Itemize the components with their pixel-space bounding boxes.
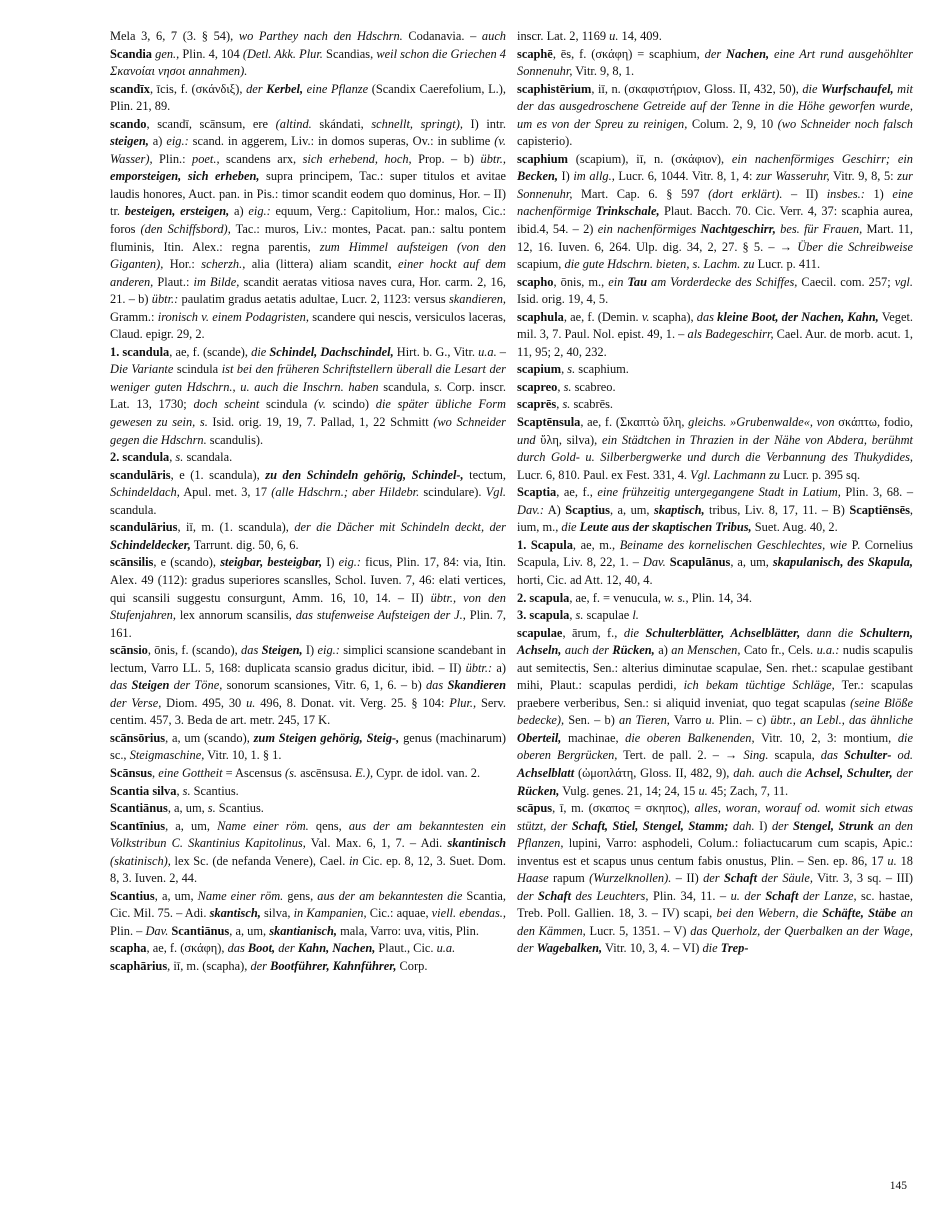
dictionary-entry: Scantīnius, a, um, Name einer röm. qens, aus der am bekanntesten ein Volkstribun C. Skantinius Kapitolinus, Val. Max. 6, 1, 7. – Adi. skantinisch (skatinisch), lex Sc. (de nefanda Venere), Cael. in Cic. ep. 8, 12, 3. Suet. Dom. 8, 3. Iuven. 2, 44.	[110, 818, 507, 886]
dictionary-entry: 1. scandula, ae, f. (scande), die Schindel, Dachschindel, Hirt. b. G., Vitr. u.a. – Die Variante scindula ist bei den früheren Schriftstellern überall die Lesart der weniger guten Hdschrn., u. auch die Inschrn. haben scandula, s. Corp. inscr. Lat. 13, 1730; doch scheint scindula (v. scindo) die später übliche Form gewesen zu sein, s. Isid. orig. 19, 19, 7. Pallad, 1, 22 Schmitt (wo Schneider gegen die Hdschrn. scandulis).	[110, 344, 506, 447]
dictionary-entry: scānsilis, e (scando), steigbar, besteigbar, I) eig.: ficus, Plin. 17, 84: via, Itin. Alex. 49 (112): gradus superiores scanslles, Schol. Iuven. 7, 46: elati vertices, qui scansili suggestu consurgunt, Amm. 16, 10, 14. – II) übtr., von den Stufenjahren, lex annorum scansilis, das stufenweise Aufsteigen der J., Plin. 7, 161.	[110, 555, 506, 640]
dictionary-entry: 2. scandula, s. scandala.	[110, 450, 233, 465]
dictionary-entry: scapho, ōnis, m., ein Tau am Vorderdecke des Schiffes, Caecil. com. 257; vgl. Isid. orig. 19, 4, 5.	[517, 274, 913, 307]
dictionary-entry: Scantiānus, a, um, s. Scantius.	[110, 801, 264, 816]
dictionary-entry: scapulae, ārum, f., die Schulterblätter, Achselblätter, dann die Schultern, Achseln, auch der Rücken, a) an Menschen, Cato fr., Cels. u.a.: nudis scapulis aut semitectis, Sen.: alterius diminutae scapulae, Sen. rhet.: scapulae gestibant mihi, Plaut.: scapulas perdidi, ich bekam tüchtige Schläge, Ter.: scapulas praebere verberibus, Sen.: si aliquid inveniat, quo tegat scapulas (seine Blöße bedecke), Sen. – b) an Tieren, Varro u. Plin. – c) übtr., an Lebl., das ähnliche Oberteil, machinae, die oberen Balkenenden, Vitr. 10, 2, 3: montium, die oberen Bergrücken, Tert. de pall. 2. – → Sing. scapula, das Schulter- od. Achselblatt (ὠμοπλάτη, Gloss. II, 482, 9), dah. auch die Achsel, Schulter, der Rücken, Vulg. genes. 21, 14; 24, 15 u. 45; Zach, 7, 11.	[517, 625, 914, 798]
dictionary-entry: scando, scandī, scānsum, ere (altind. skándati, schnellt, springt), I) intr. steigen, a) eig.: scand. in aggerem, Liv.: in domos superas, Ov.: in sublime (v. Wasser), Plin.: poet., scandens arx, sich erhebend, hoch, Prop. – b) übtr., emporsteigen, sich erheben, supra principem, Tac.: super titulos et avitae laudis honores, Auct. pan. in Pis.: timor scandit eodem quo dominus, Hor. – II) tr. besteigen, ersteigen, a) eig.: equum, Verg.: Capitolium, Hor.: malos, Cic.: foros (den Schiffsbord), Tac.: muros, Liv.: montes, Pacat. pan.: saltu pontem fluminis, Itin. Alex.: regna parentis, zum Himmel aufsteigen (von den Giganten), Hor.: scherzh., alia (littera) aliam scandit, einer hockt auf dem anderen, Plaut.: im Bilde, scandit aeratas vitiosa naves cura, Hor. carm. 2, 16, 21. – b) übtr.: paulatim gradus aetatis adultae, Lucr. 2, 1123: versus skandieren, Gramm.: ironisch v. einem Podagristen, scandere qui nescis, versiculos laceras, Claud. epigr. 29, 2.	[110, 116, 506, 342]
dictionary-entry: scandulārius, iī, m. (1. scandula), der die Dächer mit Schindeln deckt, der Schindeldecker, Tarrunt. dig. 50, 6, 6.	[110, 520, 506, 552]
dictionary-entry: Scaptia, ae, f., eine frühzeitig untergegangene Stadt in Latium, Plin. 3, 68. – Dav.: A) Scaptius, a, um, skaptisch, tribus, Liv. 8, 17, 11. – B) Scaptiēnsēs, ium, m., die Leute aus der skaptischen Tribus, Suet. Aug. 40, 2.	[517, 485, 914, 535]
dictionary-entry: scaphistērium, iī, n. (σκαφιστήριον, Gloss. II, 432, 50), die Wurfschaufel, mit der das ausgedroschene Getreide auf der Tenne in die Höhe geworfen wurde, um es von der Spreu zu reinigen, Colum. 2, 9, 10 (wo Schneider noch falsch capisterio).	[517, 81, 913, 149]
right-column	[517, 28, 913, 958]
dictionary-entry: scaphula, ae, f. (Demin. v. scapha), das kleine Boot, der Nachen, Kahn, Veget. mil. 3, 7. Paul. Nol. epist. 49, 1. – als Badegeschirr, Cael. Aur. de morb. acut. 1, 11, 95; 2, 40, 232.	[517, 309, 914, 359]
dictionary-entry: scapha, ae, f. (σκάφη), das Boot, der Kahn, Nachen, Plaut., Cic. u.a.	[110, 941, 456, 956]
dictionary-entry: Scantia silva, s. Scantius.	[110, 783, 239, 798]
dictionary-entry: scānsōrius, a, um (scando), zum Steigen gehörig, Steig-, genus (machinarum) sc., Steigmaschine, Vitr. 10, 1. § 1.	[110, 730, 506, 763]
dictionary-entry: Scaptēnsula, ae, f. (Σκαπτὼ ὕλη, gleichs. »Grubenwalde«, von σκάπτω, fodio, und ὕλη, silva), ein Städtchen in Thrazien in der Nähe von Abdera, berühmt durch Gold- u. Silberbergwerke und durch die Verbannung des Thukydides, Lucr. 6, 810. Paul. ex Fest. 331, 4. Vgl. Lachmann zu Lucr. p. 395 sq.	[517, 415, 913, 482]
dictionary-entry: scapium, s. scaphium.	[517, 362, 629, 377]
dictionary-entry: Scānsus, eine Gottheit = Ascensus (s. ascēnsusa. E.), Cypr. de idol. van. 2.	[110, 765, 481, 780]
dictionary-entry: Scantius, a, um, Name einer röm. gens, aus der am bekanntesten die Scantia, Cic. Mil. 75. – Adi. skantisch, silva, in Kampanien, Cic.: aquae, viell. ebendas., Plin. – Dav. Scantiānus, a, um, skantianisch, mala, Varro: uva, vitis, Plin.	[110, 888, 507, 938]
dictionary-entry: 2. scapula, ae, f. = venucula, w. s., Plin. 14, 34.	[517, 590, 752, 605]
page-number: 145	[889, 1180, 907, 1192]
dictionary-entry: 3. scapula, s. scapulae l.	[517, 608, 639, 623]
dictionary-entry: scaphē, ēs, f. (σκάφη) = scaphium, der Nachen, eine Art rund ausgehöhlter Sonnenuhr, Vitr. 9, 8, 1.	[517, 46, 913, 79]
dictionary-entry: scānsio, ōnis, f. (scando), das Steigen, I) eig.: simplici scansione scandebant in lectum, Varro LL. 5, 168: duplicata scansio gradus dicitur, ibid. – II) übtr.: a) das Steigen der Töne, sonorum scansiones, Vitr. 6, 1, 6. – b) das Skandieren der Verse, Diom. 495, 30 u. 496, 8. Donat. vit. Verg. 25. § 104: Plur., Serv. centim. 457, 3. Beda de art. metr. 245, 17 K.	[110, 643, 507, 728]
left-column	[110, 28, 506, 976]
dictionary-entry: scandīx, īcis, f. (σκάνδιξ), der Kerbel, eine Pflanze (Scandix Caerefolium, L.), Plin. 21, 89.	[110, 81, 506, 114]
dictionary-entry: inscr. Lat. 2, 1169 u. 14, 409.	[517, 29, 662, 43]
dictionary-entry: scapreo, s. scabreo.	[517, 379, 616, 394]
dictionary-entry: scandulāris, e (1. scandula), zu den Schindeln gehörig, Schindel-, tectum, Schindeldach, Apul. met. 3, 17 (alle Hdschrn.; aber Hildebr. scindulare). Vgl. scandula.	[110, 467, 506, 517]
dictionary-entry: scaphium (scapium), iī, n. (σκάφιον), ein nachenförmiges Geschirr; ein Becken, I) im allg., Lucr. 6, 1044. Vitr. 8, 1, 4: zur Wasseruhr, Vitr. 9, 8, 5: zur Sonnenuhr, Mart. Cap. 6. § 597 (dort erklärt). – II) insbes.: 1) eine nachenförmige Trinkschale, Plaut. Bacch. 70. Cic. Verr. 4, 37: scaphia aurea, ibid.4, 54. – 2) ein nachenförmiges Nachtgeschirr, bes. für Frauen, Mart. 11, 12, 16. Iuven. 6, 264. Ulp. dig. 34, 2, 27. § 5. – → Über die Schreibweise scapium, die gute Hdschrn. bieten, s. Lachm. zu Lucr. p. 411.	[517, 151, 914, 272]
dictionary-entry: 1. Scapula, ae, m., Beiname des kornelischen Geschlechtes, wie P. Cornelius Scapula, Liv. 8, 22, 1. – Dav. Scapulānus, a, um, skapulanisch, des Skapula, horti, Cic. ad Att. 12, 40, 4.	[517, 537, 913, 587]
dictionary-entry: scaprēs, s. scabrēs.	[517, 397, 614, 412]
dictionary-entry: Mela 3, 6, 7 (3. § 54), wo Parthey nach den Hdschrn. Codanavia. – auch Scandia gen., Plin. 4, 104 (Detl. Akk. Plur. Scandias, weil schon die Griechen 4 Σκανοίαι νησοι annahmen).	[110, 29, 507, 79]
dictionary-entry: scāpus, ī, m. (σκαπος = σκηπος), alles, woran, worauf od. womit sich etwas stützt, der Schaft, Stiel, Stengel, Stamm; dah. I) der Stengel, Strunk an den Pflanzen, lupini, Varro: asphodeli, Colum.: foliactucarum cum scapis, Apic.: inventus est et scapus unus centum fabis onustus, Plin. – Sen. ep. 86, 17 u. 18 Haase rapum (Wurzelknollen). – II) der Schaft der Säule, Vitr. 3, 3 sq. – III) der Schaft des Leuchters, Plin. 34, 11. – u. der Schaft der Lanze, sc. hastae, Treb. Poll. Gallien. 18, 3. – IV) scapi, bei den Webern, die Schäfte, Stäbe an den Kämmen, Lucr. 5, 1351. – V) das Querholz, der Querbalken an der Wage, der Wagebalken, Vitr. 10, 3, 4. – VI) die Trep-	[517, 801, 914, 956]
dictionary-entry: scaphārius, iī, m. (scapha), der Bootführer, Kahnführer, Corp.	[110, 958, 428, 973]
